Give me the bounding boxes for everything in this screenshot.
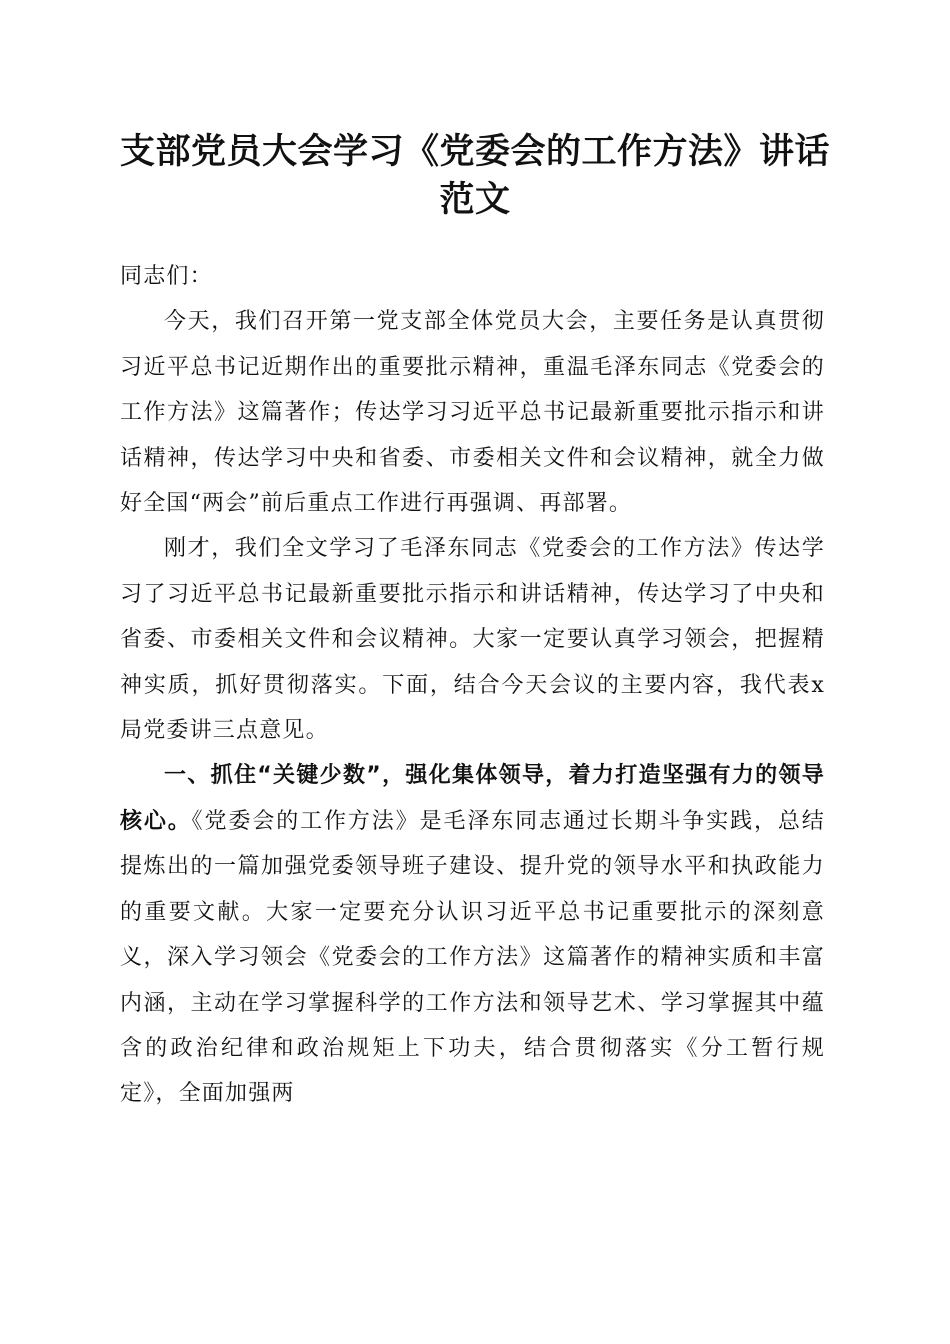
paragraph-summary: 刚才，我们全文学习了毛泽东同志《党委会的工作方法》传达学习了习近平总书记最新重要批示指示和讲话精神，传达学习了中央和省委、市委相关文件和会议精神。大家一定要认真学习领会，把握精神实质，抓好贯彻落实。下面，结合今天会议的主要内容，我代表x局党委讲三点意见。 — [120, 536, 825, 744]
document-body — [120, 254, 825, 1117]
document-title: 支部党员大会学习《党委会的工作方法》讲话范文 — [119, 131, 830, 220]
section-1-body: 《党委会的工作方法》是毛泽东同志通过长期斗争实践，总结提炼出的一篇加强党委领导班子建设、提升党的领导水平和执政能力的重要文献。大家一定要充分认识习近平总书记重要批示的深刻意义，深入学习领会《党委会的工作方法》这篇著作的精神实质和丰富内涵，主动在学习掌握科学的工作方法和领导艺术、学习掌握其中蕴含的政治纪律和政治规矩上下功夫，结合贯彻落实《分工暂行规定》，全面加强两 — [120, 808, 825, 1107]
section-1-heading: 一、抓住“关键少数”，强化集体领导，着力打造坚强有力的领导核心。 — [120, 763, 825, 834]
paragraph-opening: 今天，我们召开第一党支部全体党员大会，主要任务是认真贯彻习近平总书记近期作出的重要批示精神，重温毛泽东同志《党委会的工作方法》这篇著作；传达学习习近平总书记最新重要批示指示和讲话精神，传达学习中央和省委、市委相关文件和会议精神，就全力做好全国“两会”前后重点工作进行再强调、再部署。 — [120, 309, 825, 517]
paragraph-section-1 — [120, 753, 825, 1116]
salutation: 同志们： — [120, 264, 213, 289]
